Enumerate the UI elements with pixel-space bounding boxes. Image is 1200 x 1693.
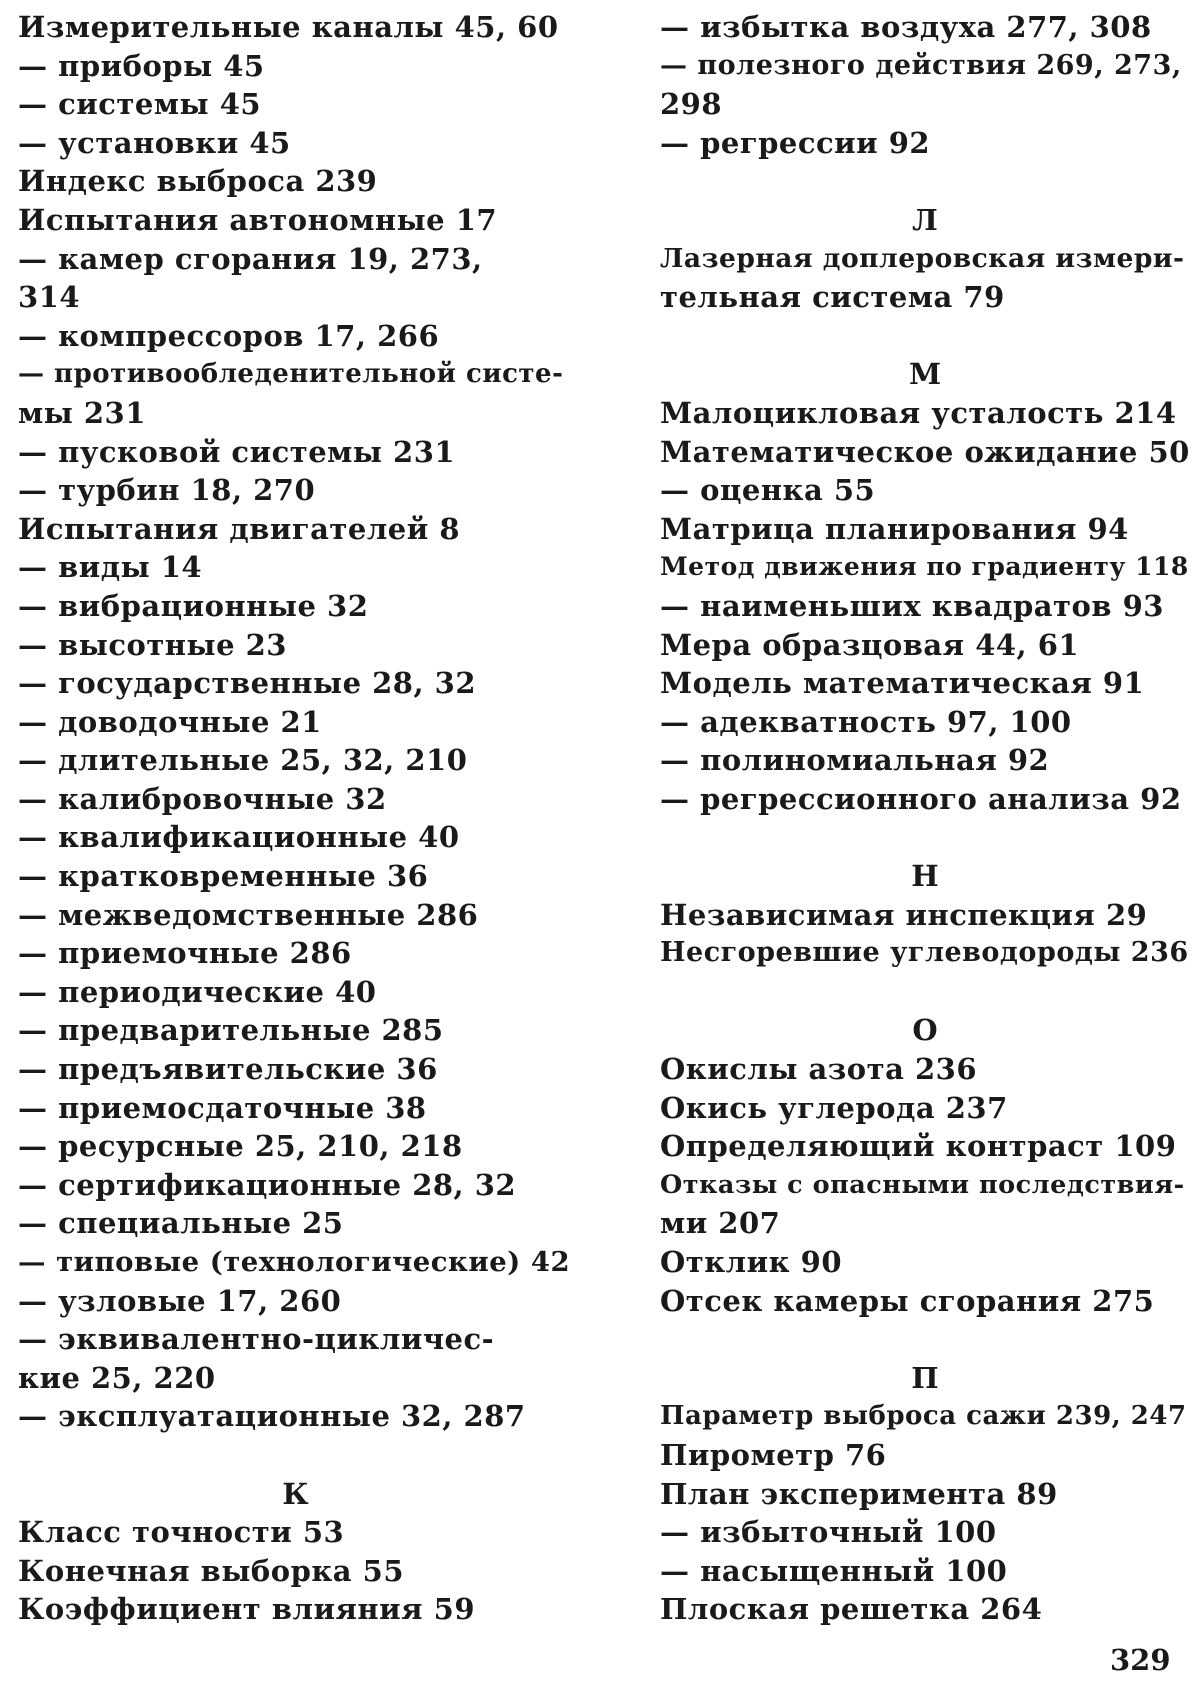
index-entry: Отказы с опасными последствия- (660, 1169, 1185, 1200)
index-entry: — калибровочные 32 (18, 781, 387, 816)
index-entry: — периодические 40 (18, 974, 377, 1009)
index-entry: — приборы 45 (18, 48, 265, 83)
index-entry: Независимая инспекция 29 (660, 897, 1148, 932)
index-entry: Определяющий контраст 109 (660, 1129, 1177, 1164)
index-entry: — системы 45 (18, 87, 262, 122)
index-entry: — квалификационные 40 (18, 820, 460, 855)
index-entry: — избыточный 100 (660, 1515, 997, 1550)
index-entry: Мера образцовая 44, 61 (660, 627, 1080, 662)
index-column-left (18, 8, 573, 1629)
index-entry: Индекс выброса 239 (18, 164, 378, 199)
index-entry: — специальные 25 (18, 1206, 344, 1241)
index-entry: Модель математическая 91 (660, 666, 1145, 701)
index-entry: — приемочные 286 (18, 936, 352, 971)
section-letter: О (912, 1013, 938, 1048)
section-letter: Л (912, 202, 938, 237)
page-number: 329 (1110, 1643, 1171, 1677)
section-gap (660, 317, 1190, 356)
section-letter: К (282, 1476, 309, 1511)
index-entry: — длительные 25, 32, 210 (18, 743, 468, 778)
index-entry: 314 (18, 280, 81, 315)
index-entry: — вибрационные 32 (18, 588, 369, 623)
index-entry: План эксперимента 89 (660, 1476, 1058, 1511)
index-entry: — полезного действия 269, 273, (660, 49, 1182, 81)
index-entry: Малоцикловая усталость 214 (660, 395, 1177, 430)
index-entry: Параметр выброса сажи 239, 247 (660, 1401, 1187, 1432)
index-entry: Окислы азота 236 (660, 1052, 978, 1087)
index-entry: — ресурсные 25, 210, 218 (18, 1129, 463, 1164)
index-entry: — государственные 28, 32 (18, 666, 477, 701)
index-entry: Коэффициент влияния 59 (18, 1592, 476, 1627)
index-entry: — противообледенительной систе- (18, 359, 564, 390)
index-entry: Испытания двигателей 8 (18, 511, 461, 546)
index-entry: — эксплуатационные 32, 287 (18, 1399, 526, 1434)
section-gap (18, 1436, 573, 1475)
index-entry: тельная система 79 (660, 280, 1005, 315)
index-entry: Испытания автономные 17 (18, 202, 498, 237)
index-entry: Отсек камеры сгорания 275 (660, 1283, 1155, 1318)
index-entry: — установки 45 (18, 125, 291, 160)
index-entry: Пирометр 76 (660, 1437, 887, 1472)
section-gap (660, 162, 1190, 201)
index-entry: Отклик 90 (660, 1245, 843, 1279)
index-entry: Измерительные каналы 45, 60 (18, 10, 559, 44)
index-entry: кие 25, 220 (18, 1360, 216, 1395)
index-entry: — сертификационные 28, 32 (18, 1167, 517, 1202)
index-entry: — турбин 18, 270 (18, 473, 316, 508)
index-entry: — компрессоров 17, 266 (18, 318, 440, 353)
index-entry: — наименьших квадратов 93 (660, 588, 1164, 623)
section-letter: Н (911, 859, 939, 894)
index-entry: 298 (660, 87, 723, 122)
index-entry: — регрессионного анализа 92 (660, 781, 1182, 816)
section-gap (660, 818, 1190, 857)
index-entry: Математическое ожидание 50 (660, 434, 1190, 469)
index-entry: — приемосдаточные 38 (18, 1090, 427, 1125)
index-entry: ми 207 (660, 1206, 781, 1241)
index-entry: Окись углерода 237 (660, 1090, 1008, 1125)
index-entry: — межведомственные 286 (18, 897, 479, 932)
index-entry: — типовые (технологические) 42 (18, 1246, 571, 1278)
index-entry: — пусковой системы 231 (18, 434, 456, 469)
index-entry: — адекватность 97, 100 (660, 704, 1072, 739)
index-entry: — избытка воздуха 277, 308 (660, 10, 1152, 44)
section-letter: М (908, 357, 942, 392)
index-column-right (660, 8, 1190, 1629)
section-gap (660, 1320, 1190, 1359)
index-entry: — кратковременные 36 (18, 859, 429, 894)
index-entry: — виды 14 (18, 550, 203, 585)
index-entry: — полиномиальная 92 (660, 743, 1050, 778)
index-entry: — регрессии 92 (660, 125, 931, 160)
index-entry: мы 231 (18, 395, 146, 430)
index-entry: — оценка 55 (660, 473, 876, 508)
index-entry: — высотные 23 (18, 627, 287, 662)
index-entry: — узловые 17, 260 (18, 1283, 342, 1318)
index-entry: — предъявительские 36 (18, 1052, 438, 1087)
index-entry: Конечная выборка 55 (18, 1553, 405, 1588)
index-entry: Класс точности 53 (18, 1515, 345, 1550)
section-gap (660, 973, 1190, 1012)
index-entry: — предварительные 285 (18, 1013, 444, 1048)
index-entry: — эквивалентно-цикличес- (18, 1322, 495, 1357)
index-entry: Плоская решетка 264 (660, 1592, 1043, 1627)
section-letter: П (911, 1360, 939, 1395)
index-entry: Несгоревшие углеводороды 236 (660, 937, 1189, 969)
index-entry: — насыщенный 100 (660, 1553, 1008, 1588)
index-entry: Лазерная доплеровская измери- (660, 242, 1185, 274)
index-entry: Матрица планирования 94 (660, 511, 1129, 546)
index-entry: — доводочные 21 (18, 704, 322, 739)
index-entry: — камер сгорания 19, 273, (18, 241, 483, 276)
index-entry: Метод движения по градиенту 118 (660, 552, 1189, 582)
